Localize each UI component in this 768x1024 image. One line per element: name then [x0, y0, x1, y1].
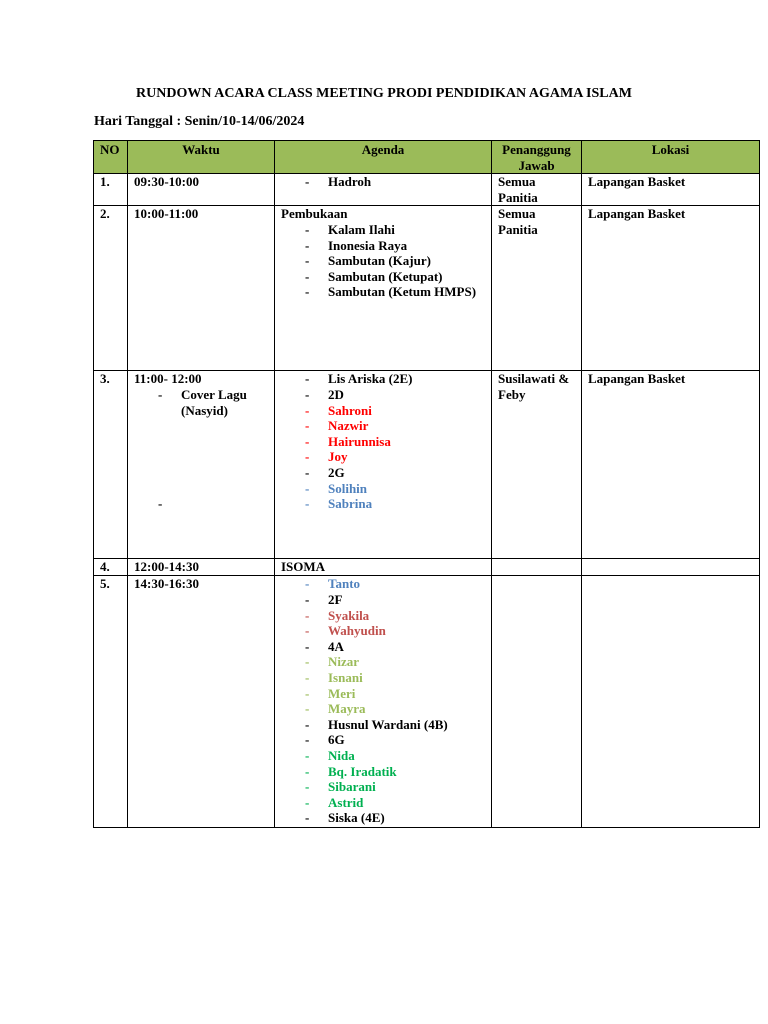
bullet-dash: - [305, 174, 310, 190]
agenda-item-label: Nizar [328, 654, 360, 670]
table-row [94, 206, 760, 371]
bullet-dash: - [305, 386, 310, 402]
agenda-item [281, 779, 485, 795]
agenda-item-label: Sabrina [328, 496, 373, 512]
agenda-item [281, 592, 485, 608]
agenda-item [281, 701, 485, 717]
bullet-dash: - [305, 638, 310, 654]
bullet-dash: - [305, 747, 310, 763]
agenda-list [281, 222, 485, 300]
agenda-item [281, 576, 485, 592]
bullet-dash: - [305, 732, 310, 748]
agenda-item [281, 748, 485, 764]
bullet-dash: - [305, 779, 310, 795]
row-lokasi: Lapangan Basket [582, 206, 760, 371]
row-lokasi: Lapangan Basket [582, 371, 760, 559]
row-no: 5. [94, 576, 128, 828]
bullet-dash: - [305, 654, 310, 670]
rundown-table [93, 140, 760, 828]
agenda-item-label: Siska (4E) [328, 810, 385, 826]
table-row [94, 174, 760, 206]
bullet-dash: - [305, 284, 310, 300]
row-waktu: 10:00-11:00 [128, 206, 275, 371]
agenda-item-label: Hairunnisa [328, 433, 391, 449]
agenda-item [281, 795, 485, 811]
bullet-dash: - [305, 237, 310, 253]
row-pj: Semua Panitia [492, 174, 582, 206]
bullet-dash: - [305, 763, 310, 779]
agenda-item [281, 449, 485, 465]
agenda-item [281, 732, 485, 748]
agenda-item [281, 238, 485, 254]
waktu-sub-item: - Cover Lagu (Nasyid) [158, 386, 247, 418]
agenda-item-label: Husnul Wardani (4B) [328, 716, 448, 732]
bullet-dash: - [305, 685, 310, 701]
agenda-item [281, 269, 485, 285]
agenda-item [281, 222, 485, 238]
date-line: Hari Tanggal : Senin/10-14/06/2024 [94, 114, 305, 129]
row-agenda [275, 371, 492, 559]
agenda-list [281, 576, 485, 826]
row-pj [492, 576, 582, 828]
agenda-item-label: Hadroh [328, 174, 372, 190]
agenda-item-label: Lis Ariska (2E) [328, 371, 413, 387]
row-lokasi [582, 576, 760, 828]
agenda-item [281, 481, 485, 497]
agenda-item [281, 253, 485, 269]
header-agenda: Agenda [275, 141, 492, 174]
row-pj: Semua Panitia [492, 206, 582, 371]
agenda-item [281, 403, 485, 419]
agenda-item [281, 639, 485, 655]
agenda-item-label: Sambutan (Kajur) [328, 253, 431, 269]
bullet-dash: - [305, 607, 310, 623]
bullet-dash: - [305, 496, 310, 512]
agenda-item [281, 284, 485, 300]
agenda-item-label: Bq. Iradatik [328, 763, 397, 779]
agenda-item-label: Astrid [328, 794, 364, 810]
agenda-item [281, 717, 485, 733]
agenda-item [281, 387, 485, 403]
agenda-item-label: 6G [328, 732, 345, 748]
agenda-item [281, 686, 485, 702]
table-header-row [94, 141, 760, 174]
agenda-item [281, 465, 485, 481]
document-title: RUNDOWN ACARA CLASS MEETING PRODI PENDIDIKAN AGAMA ISLAM [136, 86, 632, 101]
agenda-item-label: 2D [328, 386, 344, 402]
header-waktu: Waktu [128, 141, 275, 174]
row-no: 2. [94, 206, 128, 371]
bullet-dash: - [305, 591, 310, 607]
agenda-item [281, 764, 485, 780]
agenda-item-label: Sahroni [328, 402, 372, 418]
row-agenda [275, 206, 492, 371]
agenda-item-label: Solihin [328, 480, 368, 496]
row-waktu: 09:30-10:00 [128, 174, 275, 206]
bullet-dash: - [305, 810, 310, 826]
row-lokasi [582, 559, 760, 576]
bullet-dash: - [305, 449, 310, 465]
row-waktu: 11:00- 12:00 - Cover Lagu (Nasyid) - [128, 371, 275, 559]
header-pj: Penanggung Jawab [492, 141, 582, 174]
agenda-item-label: Meri [328, 685, 356, 701]
row-pj: Susilawati & Feby [492, 371, 582, 559]
bullet-dash: - [305, 576, 310, 592]
agenda-item [281, 654, 485, 670]
bullet-dash: - [305, 253, 310, 269]
agenda-item-label: Isnani [328, 669, 363, 685]
agenda-item-label: Tanto [328, 576, 361, 592]
agenda-item-label: Nazwir [328, 418, 369, 434]
header-no: NO [94, 141, 128, 174]
agenda-item-label: Joy [328, 449, 348, 465]
agenda-item-label: Nida [328, 747, 355, 763]
agenda-item [281, 496, 485, 512]
bullet-dash: - [305, 464, 310, 480]
agenda-item-label: Sambutan (Ketupat) [328, 268, 443, 284]
agenda-item-label: 2F [328, 591, 343, 607]
agenda-item [281, 608, 485, 624]
table-row [94, 371, 760, 559]
row-no: 3. [94, 371, 128, 559]
agenda-item [281, 434, 485, 450]
row-waktu: 14:30-16:30 [128, 576, 275, 828]
bullet-dash: - [305, 480, 310, 496]
bullet-dash: - [305, 268, 310, 284]
agenda-item [281, 371, 485, 387]
agenda-item [281, 810, 485, 826]
agenda-item-label: 2G [328, 464, 345, 480]
bullet-dash: - [305, 794, 310, 810]
agenda-heading: Pembukaan [281, 206, 348, 222]
agenda-item [281, 418, 485, 434]
row-no: 4. [94, 559, 128, 576]
bullet-dash: - [305, 402, 310, 418]
row-agenda [275, 559, 492, 576]
bullet-dash: - [305, 716, 310, 732]
bullet-dash: - [305, 433, 310, 449]
agenda-list [281, 371, 485, 511]
agenda-item-label: Sambutan (Ketum HMPS) [328, 284, 477, 300]
bullet-dash: - [305, 701, 310, 717]
bullet-dash: - [305, 669, 310, 685]
header-lokasi: Lokasi [582, 141, 760, 174]
bullet-dash: - [305, 418, 310, 434]
agenda-item-label: Kalam Ilahi [328, 221, 395, 237]
bullet-dash: - [305, 221, 310, 237]
row-agenda [275, 576, 492, 828]
agenda-item-label: Sibarani [328, 779, 376, 795]
agenda-item-label: Inonesia Raya [328, 237, 408, 253]
agenda-item-label: Wahyudin [328, 623, 386, 639]
table-row [94, 559, 760, 576]
row-waktu: 12:00-14:30 [128, 559, 275, 576]
row-agenda [275, 174, 492, 206]
table-row [94, 576, 760, 828]
agenda-item [281, 623, 485, 639]
agenda-item [281, 670, 485, 686]
agenda-item-label: Mayra [328, 701, 366, 717]
row-lokasi: Lapangan Basket [582, 174, 760, 206]
waktu-time: 11:00- 12:00 [134, 371, 202, 387]
agenda-item [281, 174, 485, 190]
agenda-item-label: 4A [328, 638, 344, 654]
row-no: 1. [94, 174, 128, 206]
agenda-item-label: Syakila [328, 607, 370, 623]
agenda-heading: ISOMA [281, 559, 326, 575]
row-pj [492, 559, 582, 576]
bullet-dash: - [305, 623, 310, 639]
bullet-dash: - [305, 371, 310, 387]
waktu-sub-label: Cover Lagu (Nasyid) [181, 386, 247, 418]
agenda-list [281, 174, 485, 190]
